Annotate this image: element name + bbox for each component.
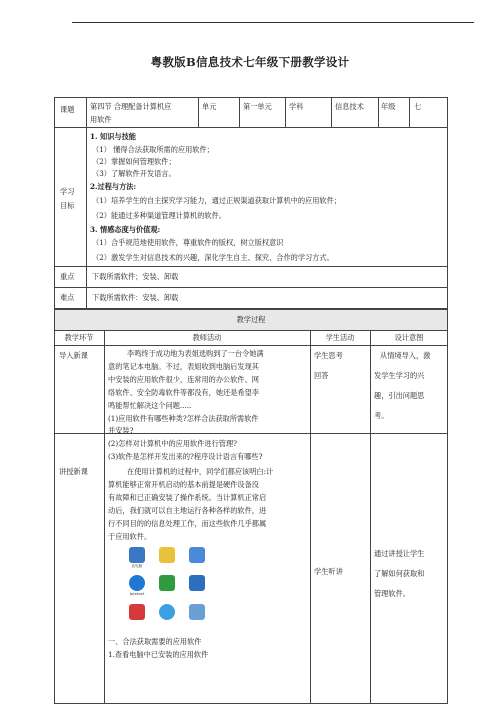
teacher-text-line: 李鸣终于成功地为表姐选购到了一台令她满 <box>127 349 264 358</box>
objective-item: （2）掌握如何管理软件； <box>92 157 176 166</box>
question-line: 并安装? <box>108 426 134 435</box>
teacher-text-line: 动后，我们就可以自主地运行各种各样的软件，进 <box>108 506 267 515</box>
difficulty-value: 下载所需软件：安装、卸载 <box>92 293 179 302</box>
key-point-value: 下载所需软件；安装、卸载 <box>92 272 179 281</box>
teacher-text-line: 行不同目的的信息处理工作，而这些软件几乎都属 <box>108 519 267 528</box>
app-icon <box>159 604 175 620</box>
subsection-heading: 1.查看电脑中已安装的应用软件 <box>108 650 209 659</box>
computer-icon <box>129 547 145 563</box>
intent-line: 发学生学习的兴 <box>374 371 425 380</box>
key-point-label: 重点 <box>60 272 75 281</box>
app-icon <box>129 604 145 620</box>
top-rule <box>72 22 474 23</box>
intent-line: 考。 <box>374 411 389 420</box>
col-teacher: 教师活动 <box>192 333 222 342</box>
intent-line: 趣，引出问题思 <box>374 391 425 400</box>
teacher-text-line: 中安装的应用软件很少，连常用的办公软件、网 <box>108 375 259 384</box>
grade-label: 年级 <box>381 102 396 111</box>
col-student: 学生活动 <box>325 333 355 342</box>
subject-value: 信息技术 <box>335 102 364 111</box>
teacher-text-line: 络软件、安全防毒软件等都没有，她还是希望李 <box>108 388 259 397</box>
app-icon <box>189 604 205 620</box>
browser-icon <box>129 575 145 591</box>
unit-label: 单元 <box>202 102 217 111</box>
objective-item: （1）合乎规范地使用软件，尊重软件的版权，树立版权意识 <box>92 238 284 247</box>
objectives-label: 学习 <box>60 187 75 196</box>
section-heading: 一、合法获取需要的应用软件 <box>108 637 202 646</box>
folder-icon <box>159 547 175 563</box>
subject-label: 学科 <box>289 102 304 111</box>
desktop-screenshot: 此电脑 Internet <box>126 545 210 629</box>
page-title: 粤教版B信息技术七年级下册教学设计 <box>150 55 350 69</box>
teacher-text-line: 意的笔记本电脑。不过，表姐收到电脑后发现其 <box>108 362 259 371</box>
stage-new: 讲授新课 <box>59 467 88 476</box>
recycle-bin-icon <box>189 575 205 591</box>
objective-item: （3）了解软件开发语言。 <box>92 169 176 178</box>
lesson-label: 课题 <box>60 105 75 114</box>
objective-heading-attitude: 3. 情感态度与价值观: <box>90 225 161 234</box>
col-stage: 教学环节 <box>64 333 94 342</box>
intent-line: 通过讲授让学生 <box>374 549 425 558</box>
lesson-value: 第四节 合理配备计算机应 <box>90 102 172 111</box>
student-activity-cont: 回答 <box>314 371 329 380</box>
objectives-label-cont: 目标 <box>60 201 75 210</box>
lesson-value-cont: 用软件 <box>90 115 112 124</box>
question-line: (2)怎样对计算机中的应用软件进行管理? <box>108 439 238 448</box>
student-activity: 学生听讲 <box>314 567 343 576</box>
network-icon <box>189 547 205 563</box>
intent-line: 从情境导入，激 <box>380 351 431 360</box>
stage-intro: 导入新课 <box>59 351 88 360</box>
teacher-text-line: 在使用计算机的过程中，同学们都应该明白:计 <box>127 467 274 476</box>
question-line: (1)应用软件有哪些种类?怎样合法获取所需软件 <box>108 414 259 423</box>
grade-value: 七 <box>414 102 422 111</box>
objective-item: （2）能通过多种渠道管理计算机的软件。 <box>92 211 226 220</box>
teacher-text-line: 有故障和已正确安装了操作系统。当计算机正常启 <box>108 493 267 502</box>
objective-heading-process: 2.过程与方法: <box>90 182 137 191</box>
intent-line: 管理软件。 <box>374 589 410 598</box>
student-activity: 学生思考 <box>314 351 343 360</box>
process-header: 教学过程 <box>236 315 266 324</box>
question-line: (3)软件是怎样开发出来的?程序设计语言有哪些? <box>108 452 263 461</box>
col-intent: 设计意图 <box>394 333 424 342</box>
unit-value: 第一单元 <box>243 102 272 111</box>
objective-item: （2）激发学生对信息技术的兴趣，深化学生自主、探究、合作的学习方式。 <box>92 253 334 262</box>
objective-item: （1） 懂得合法获取所需的应用软件； <box>92 145 214 154</box>
app-icon <box>159 575 175 591</box>
difficulty-label: 难点 <box>60 293 75 302</box>
teacher-text-line: 鸣能帮忙解决这个问题..... <box>108 401 192 410</box>
objective-heading-knowledge: 1. 知识与技能 <box>90 132 136 141</box>
teacher-text-line: 于应用软件。 <box>108 532 152 541</box>
objective-item: （1）培养学生的自主探究学习能力，通过正规渠道获取计算机中的应用软件； <box>92 196 341 205</box>
intent-line: 了解如何获取和 <box>374 569 425 578</box>
teacher-text-line: 算机能够正常开机启动的基本前提是硬件设备没 <box>108 480 259 489</box>
